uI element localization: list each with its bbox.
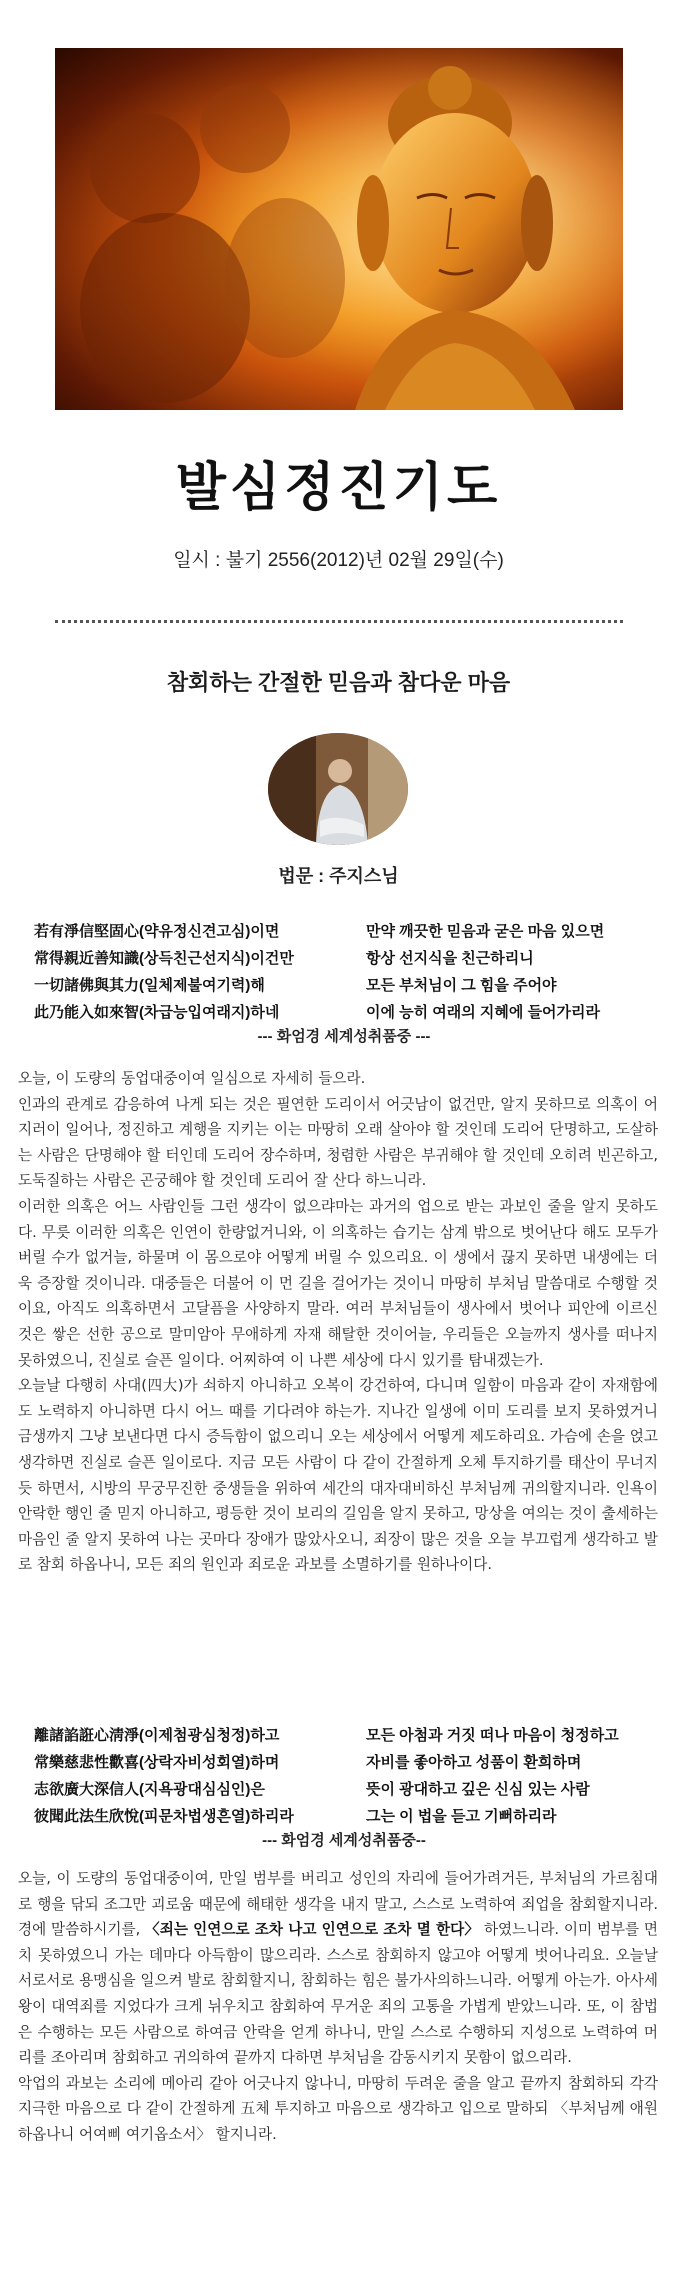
monk-illustration (268, 733, 408, 845)
verse-translation: 뜻이 광대하고 깊은 신심 있는 사람 (366, 1781, 590, 1798)
dotted-divider (55, 620, 623, 623)
paragraph: 악업의 과보는 소리에 메아리 같아 어긋나지 않나니, 마땅히 두려운 줄을 알고 끝까지 참회하되 각각 지극한 마음으로 다 같이 간절하게 五체 투지하고 마음으로 생각하고 입으로 말하되 〈부처님께 애원 하옵나니 어여삐 여기옵소서〉 할지니라. (18, 2074, 658, 2143)
paragraph-rest: 하였느니라. 이미 범부를 면치 못하였으니 가는 데마다 아득함이 많으리라. 스스로 참회하지 않고야 어떻게 벗어나리요. 오늘날 서로서로 용맹심을 일으켜 발로 참회할지니, 참회하는 힘은 불가사의하느니라. 어떻게 아는가. 아사세왕이 대역죄를 지었다가 크게 뉘우치고 참회하여 무거운 죄의 고통을 가볍게 받았느니라. 또, 이 참법은 수행하는 모든 사람으로 하여금 안락을 얻게 하나니, 만일 스스로 수행하되 지성으로 노력하여 머리를 조아리며 참회하고 귀의하여 끝까지 다하면 부처님을 감동시키지 못함이 없으리라. (18, 1921, 659, 2067)
paragraph: 이러한 의혹은 어느 사람인들 그런 생각이 없으랴마는 과거의 업으로 받는 과보인 줄을 알지 못하도다. 무릇 이러한 의혹은 인연이 한량없거니와, 이 의혹하는 습기는 삼계 밖으로 벗어난다 해도 모두가 버릴 수가 없거늘, 하물며 이 몸으로야 어떻게 버릴 수 있으리요. 이 생에서 끊지 못하면 내생에는 더욱 증장할 것이니라. 대중들은 더불어 이 먼 길을 걸어가는 것이니 마땅히 부처님 말씀대로 수행할 것이요, 아직도 의혹하면서 고달픔을 사양하지 말라. 여러 부처님들이 생사에서 벗어나 피안에 이르신 것은 쌓은 선한 공으로 말미암아 무애하게 자재 해탈한 것이어늘, 우리들은 오늘까지 생사를 떠나지 못하였으니, 진실로 슬픈 일이다. 어찌하여 이 나쁜 세상에 다시 있기를 탐내겠는가. (18, 1197, 658, 1369)
paragraph: 오늘, 이 도량의 동업대중이여 일심으로 자세히 들으라. (18, 1070, 366, 1087)
monk-photo (268, 733, 408, 845)
verse-block-1 (34, 918, 654, 1048)
sermon-body-1 (18, 1066, 658, 1578)
paragraph: 오늘날 다행히 사대(四大)가 쇠하지 아니하고 오복이 강건하여, 다니며 일함이 마음과 같이 자재함에도 노력하지 아니하면 다시 어느 때를 기다려야 하는가. 지나간 일생에 이미 도리를 보지 못하였거니 금생까지 그냥 보낸다면 다시 증득함이 없으리니 오는 세상에서 어떻게 제도하리요. 가슴에 손을 얹고 생각하면 진실로 슬픈 일이로다. 지금 모든 사람이 다 같이 간절하게 오체 투지하기를 태산이 무너지듯 하면서, 시방의 무궁무진한 중생들을 위하여 세간의 대자대비하신 부처님께 귀의할지니라. 인욕이 안락한 행인 줄 믿지 아니하고, 평등한 것이 보리의 길임을 알지 못하고, 망상을 여의는 것이 출세하는 마음인 줄 알지 못하여 나는 곳마다 장애가 많았사오니, 죄장이 많은 것을 오늘 부끄럽게 생각하고 발로 참회 하옵나니, 모든 죄의 원인과 죄로운 과보를 소멸하기를 원하나이다. (18, 1377, 658, 1574)
verse-hanja: 志欲廣大深信人(지욕광대심심인)은 (34, 1781, 265, 1798)
event-date: 일시 : 불기 2556(2012)년 02월 29일(수) (173, 550, 504, 571)
verse-translation: 이에 능히 여래의 지혜에 들어가리라 (366, 1004, 601, 1021)
verse-hanja: 常得親近善知識(상득친근선지식)이건만 (34, 950, 294, 967)
page-title: 발심정진기도 (175, 457, 502, 518)
speaker-label: 법문 : 주지스님 (278, 866, 399, 886)
paragraph (18, 1866, 658, 2071)
verse-block-2 (34, 1722, 654, 1852)
verse-hanja: 彼聞此法生欣悅(피문차법생흔열)하리라 (34, 1808, 294, 1825)
verse-translation: 만약 깨끗한 믿음과 굳은 마음 있으면 (366, 923, 605, 940)
sermon-body-2 (18, 1866, 658, 2148)
verse-hanja: 離諸諂誑心淸淨(이제첨광심청정)하고 (34, 1727, 280, 1744)
verse-source: --- 화엄경 세계성취품중-- (262, 1832, 426, 1849)
paragraph: 인과의 관계로 감응하여 나게 되는 것은 필연한 도리이서 어긋남이 없건만, 알지 못하므로 의혹이 어지러이 일어나, 정진하고 계행을 지키는 이는 마땅히 오래 살아야 할 것인데 도리어 단명하고, 도살하는 사람은 단명해야 할 터인데 도리어 장수하며, 청렴한 사람은 부귀해야 할 것인데 오히려 빈곤하고, 도둑질하는 사람은 곤궁해야 할 것인데 도리어 잘 산다 하느니라. (18, 1095, 658, 1190)
verse-row (34, 1803, 654, 1830)
scripture-quote: 〈죄는 인연으로 조차 나고 인연으로 조차 멸 한다〉 (145, 1921, 480, 1939)
verse-hanja: 一切諸佛與其力(일체제불여기력)해 (34, 977, 265, 994)
verse-translation: 항상 선지식을 친근하리니 (366, 950, 534, 967)
verse-row (34, 918, 654, 945)
verse-row (34, 945, 654, 972)
verse-hanja: 若有淨信堅固心(약유정신견고심)이면 (34, 923, 280, 940)
sermon-subtitle: 참회하는 간절한 믿음과 참다운 마음 (166, 670, 511, 695)
verse-source: --- 화엄경 세계성취품중 --- (257, 1028, 431, 1045)
verse-translation: 모든 부처님이 그 힘을 주어야 (366, 977, 557, 994)
verse-translation: 그는 이 법을 듣고 기뻐하리라 (366, 1808, 557, 1825)
verse-translation: 모든 아첨과 거짓 떠나 마음이 청정하고 (366, 1727, 619, 1744)
verse-row (34, 1749, 654, 1776)
verse-row (34, 1722, 654, 1749)
buddha-statue-illustration (55, 48, 623, 410)
verse-hanja: 此乃能入如來智(차급능입여래지)하네 (34, 1004, 280, 1021)
buddha-banner-image (55, 48, 623, 410)
verse-row (34, 1776, 654, 1803)
verse-row (34, 999, 654, 1026)
verse-translation: 자비를 좋아하고 성품이 환희하며 (366, 1754, 582, 1771)
verse-row (34, 972, 654, 999)
verse-hanja: 常樂慈悲性歡喜(상락자비성회열)하며 (34, 1754, 280, 1771)
paragraph-intro: 오늘, 이 도량의 동업대중이여, 만일 범부를 버리고 성인의 자리에 들어가려거든, 부처님의 가르침대로 행을 닦되 조그만 괴로움 때문에 해태한 생각을 내지 말고, 스스로 노력하여 죄업을 참회할지니라. 경에 말씀하시기를, (18, 1870, 658, 1939)
